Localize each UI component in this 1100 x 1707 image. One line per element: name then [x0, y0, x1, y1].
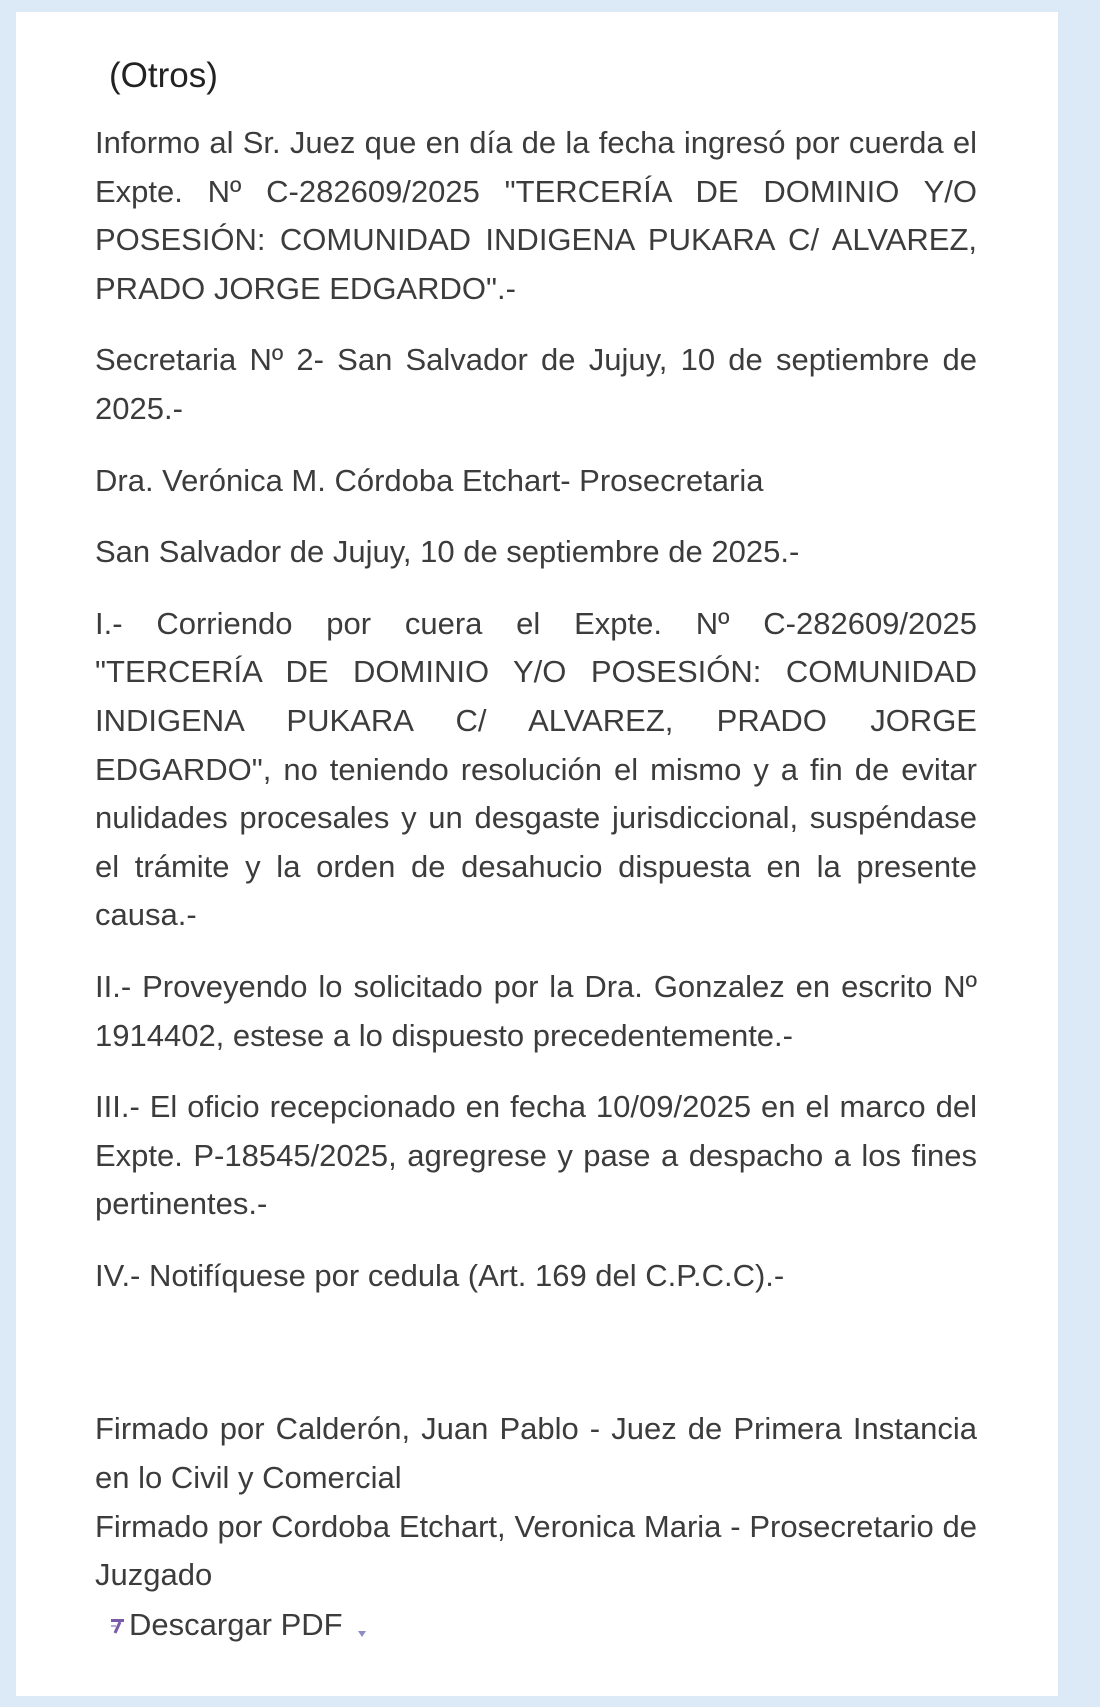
document-page [16, 12, 1058, 1696]
prosecretaria-line: Dra. Verónica M. Córdoba Etchart- Prosecretaria [95, 462, 764, 498]
download-pdf-link[interactable] [109, 1601, 977, 1649]
item-iii-paragraph: III.- El oficio recepcionado en fecha 10/09/2025 en el marco del Expte. P-18545/2025, agregrese y pase a despacho a los fines pertinentes.- [95, 1089, 977, 1222]
pdf-file-icon [109, 1615, 127, 1635]
intro-paragraph: Informo al Sr. Juez que en día de la fecha ingresó por cuerda el Expte. Nº C-282609/2025 "TERCERÍA DE DOMINIO Y/O POSESIÓN: COMUNIDAD INDIGENA PUKARA C/ ALVAREZ, PRADO JORGE EDGARDO".- [95, 125, 977, 306]
caret-down-icon[interactable] [357, 1604, 367, 1653]
item-iv-paragraph: IV.- Notifíquese por cedula (Art. 169 del C.P.C.C).- [95, 1257, 785, 1293]
document-body [95, 12, 977, 1649]
date-line: San Salvador de Jujuy, 10 de septiembre de 2025.- [95, 534, 800, 570]
item-ii-paragraph: II.- Proveyendo lo solicitado por la Dra. Gonzalez en escrito Nº 1914402, estese a lo dispuesto precedentemente.- [95, 968, 977, 1053]
signature-prosecretario: Firmado por Cordoba Etchart, Veronica Maria - Prosecretario de Juzgado [95, 1508, 977, 1593]
item-i-paragraph: I.- Corriendo por cuera el Expte. Nº C-282609/2025 "TERCERÍA DE DOMINIO Y/O POSESIÓN: COMUNIDAD INDIGENA PUKARA C/ ALVAREZ, PRADO JORGE EDGARDO", no teniendo resolución el mismo y a fin de evitar nulidades procesales y un desgaste jurisdiccional, suspéndase el trámite y la orden de desahucio dispuesta en la presente causa.- [95, 605, 977, 933]
download-pdf-label: Descargar PDF [129, 1606, 343, 1642]
secretaria-paragraph: Secretaria Nº 2- San Salvador de Jujuy, 10 de septiembre de 2025.- [95, 342, 977, 426]
document-heading: (Otros) [109, 56, 218, 95]
signature-block [95, 1405, 977, 1599]
signature-judge: Firmado por Calderón, Juan Pablo - Juez de Primera Instancia en lo Civil y Comercial [95, 1411, 977, 1496]
